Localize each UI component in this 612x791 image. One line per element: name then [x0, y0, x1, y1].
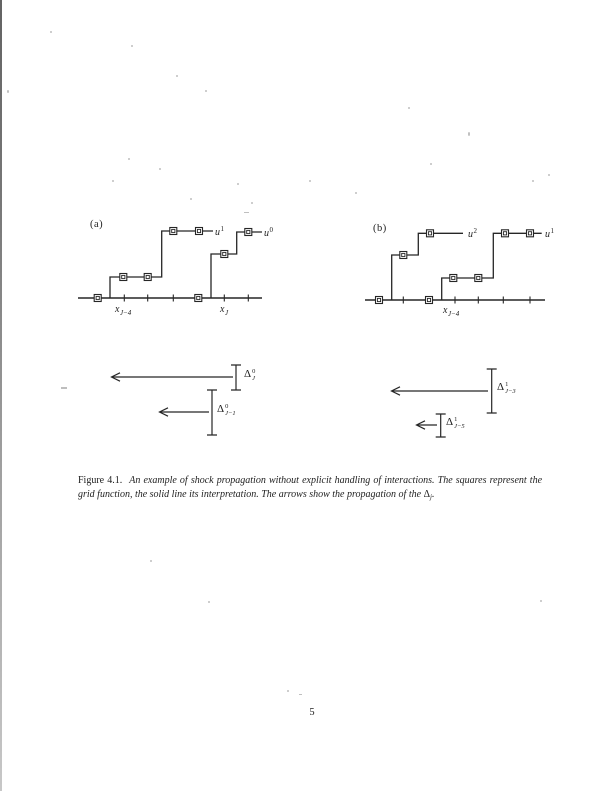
delta-label-j1-minus5: Δ 1 J−5 [446, 416, 465, 430]
grid-square-marker [376, 297, 383, 304]
delta-symbol: $\Delta_j$ [423, 489, 432, 501]
panel-a-step-u0 [211, 232, 262, 298]
scan-speck [468, 132, 470, 136]
scan-speck [208, 601, 210, 603]
scan-speck [430, 163, 432, 165]
scan-speck [408, 107, 410, 109]
panel-b-drawing [365, 227, 545, 304]
grid-square-marker [245, 229, 252, 236]
scan-speck [128, 158, 130, 160]
panel-b-step-u2 [392, 233, 463, 300]
grid-square-marker [400, 252, 407, 259]
delta-label-j0-minus1: Δ 0 J−1 [217, 403, 236, 417]
u0-label-a: $u^0$ [264, 226, 273, 239]
scan-speck [540, 600, 542, 602]
scan-speck [532, 180, 534, 182]
scan-speck [237, 183, 239, 185]
scan-speck [299, 694, 302, 695]
grid-square-marker [170, 228, 177, 235]
scan-speck [159, 168, 161, 170]
scan-speck [548, 174, 550, 176]
grid-square-marker [427, 230, 434, 237]
scan-speck [287, 690, 289, 692]
grid-square-marker [527, 230, 534, 237]
panel-a-step-u1 [110, 231, 213, 298]
grid-square-marker [450, 275, 457, 282]
arrow-delta-j1-minus5 [417, 414, 446, 437]
figure-caption [78, 474, 542, 504]
panel-a-tag: (a) [90, 219, 104, 230]
scan-speck [176, 75, 178, 77]
axis-label-xj-a: $x_J$ [220, 304, 229, 317]
grid-square-marker [426, 297, 433, 304]
panel-b-tag: (b) [373, 223, 387, 234]
grid-square-marker [475, 275, 482, 282]
scan-speck [244, 212, 249, 213]
interval-bar [436, 414, 446, 437]
u2-label-b: $u^2$ [468, 227, 477, 240]
delta-label-j0: Δ 0 J [244, 368, 256, 382]
scan-speck [112, 180, 114, 182]
scan-speck [7, 90, 9, 93]
arrow-delta-j1-minus3 [392, 369, 497, 413]
scan-speck [205, 90, 207, 92]
scan-speck [50, 31, 52, 33]
scan-speck [131, 45, 133, 47]
interval-bar [487, 369, 497, 413]
propagation-arrows [61, 365, 497, 437]
grid-square-marker [144, 274, 151, 281]
figure-caption-number: Figure 4.1. [78, 475, 123, 486]
grid-square-marker [120, 274, 127, 281]
scan-speck [355, 192, 357, 194]
grid-square-marker [502, 230, 509, 237]
figure-caption-text: An example of shock propagation without explicit handling of interactions. The squares represent the grid function, the solid line its interpretation. The arrows show the propagation of the $\Delta_j$. [78, 475, 543, 501]
grid-square-marker [195, 295, 202, 302]
grid-square-marker [94, 295, 101, 302]
scan-speck [251, 202, 253, 204]
u1-label-b: $u^1$ [545, 227, 554, 240]
scan-speck [309, 180, 311, 182]
scan-speck [150, 560, 152, 562]
grid-square-marker [221, 251, 228, 258]
arrow-delta-j0-minus1 [160, 390, 218, 435]
page-number: 5 [309, 707, 315, 718]
axis-label-xj4-b: $x_{J-4}$ [443, 305, 460, 318]
delta-label-j1-minus3: Δ 1 J−3 [497, 381, 516, 395]
axis-label-xj4-a: $x_{J-4}$ [115, 304, 132, 317]
panel-b-step-u1 [442, 233, 542, 300]
grid-square-marker [196, 228, 203, 235]
u1-label-a: $u^1$ [215, 225, 224, 238]
arrow-delta-j0 [112, 365, 242, 390]
scan-speck [190, 198, 192, 200]
panel-a-drawing [78, 225, 262, 302]
